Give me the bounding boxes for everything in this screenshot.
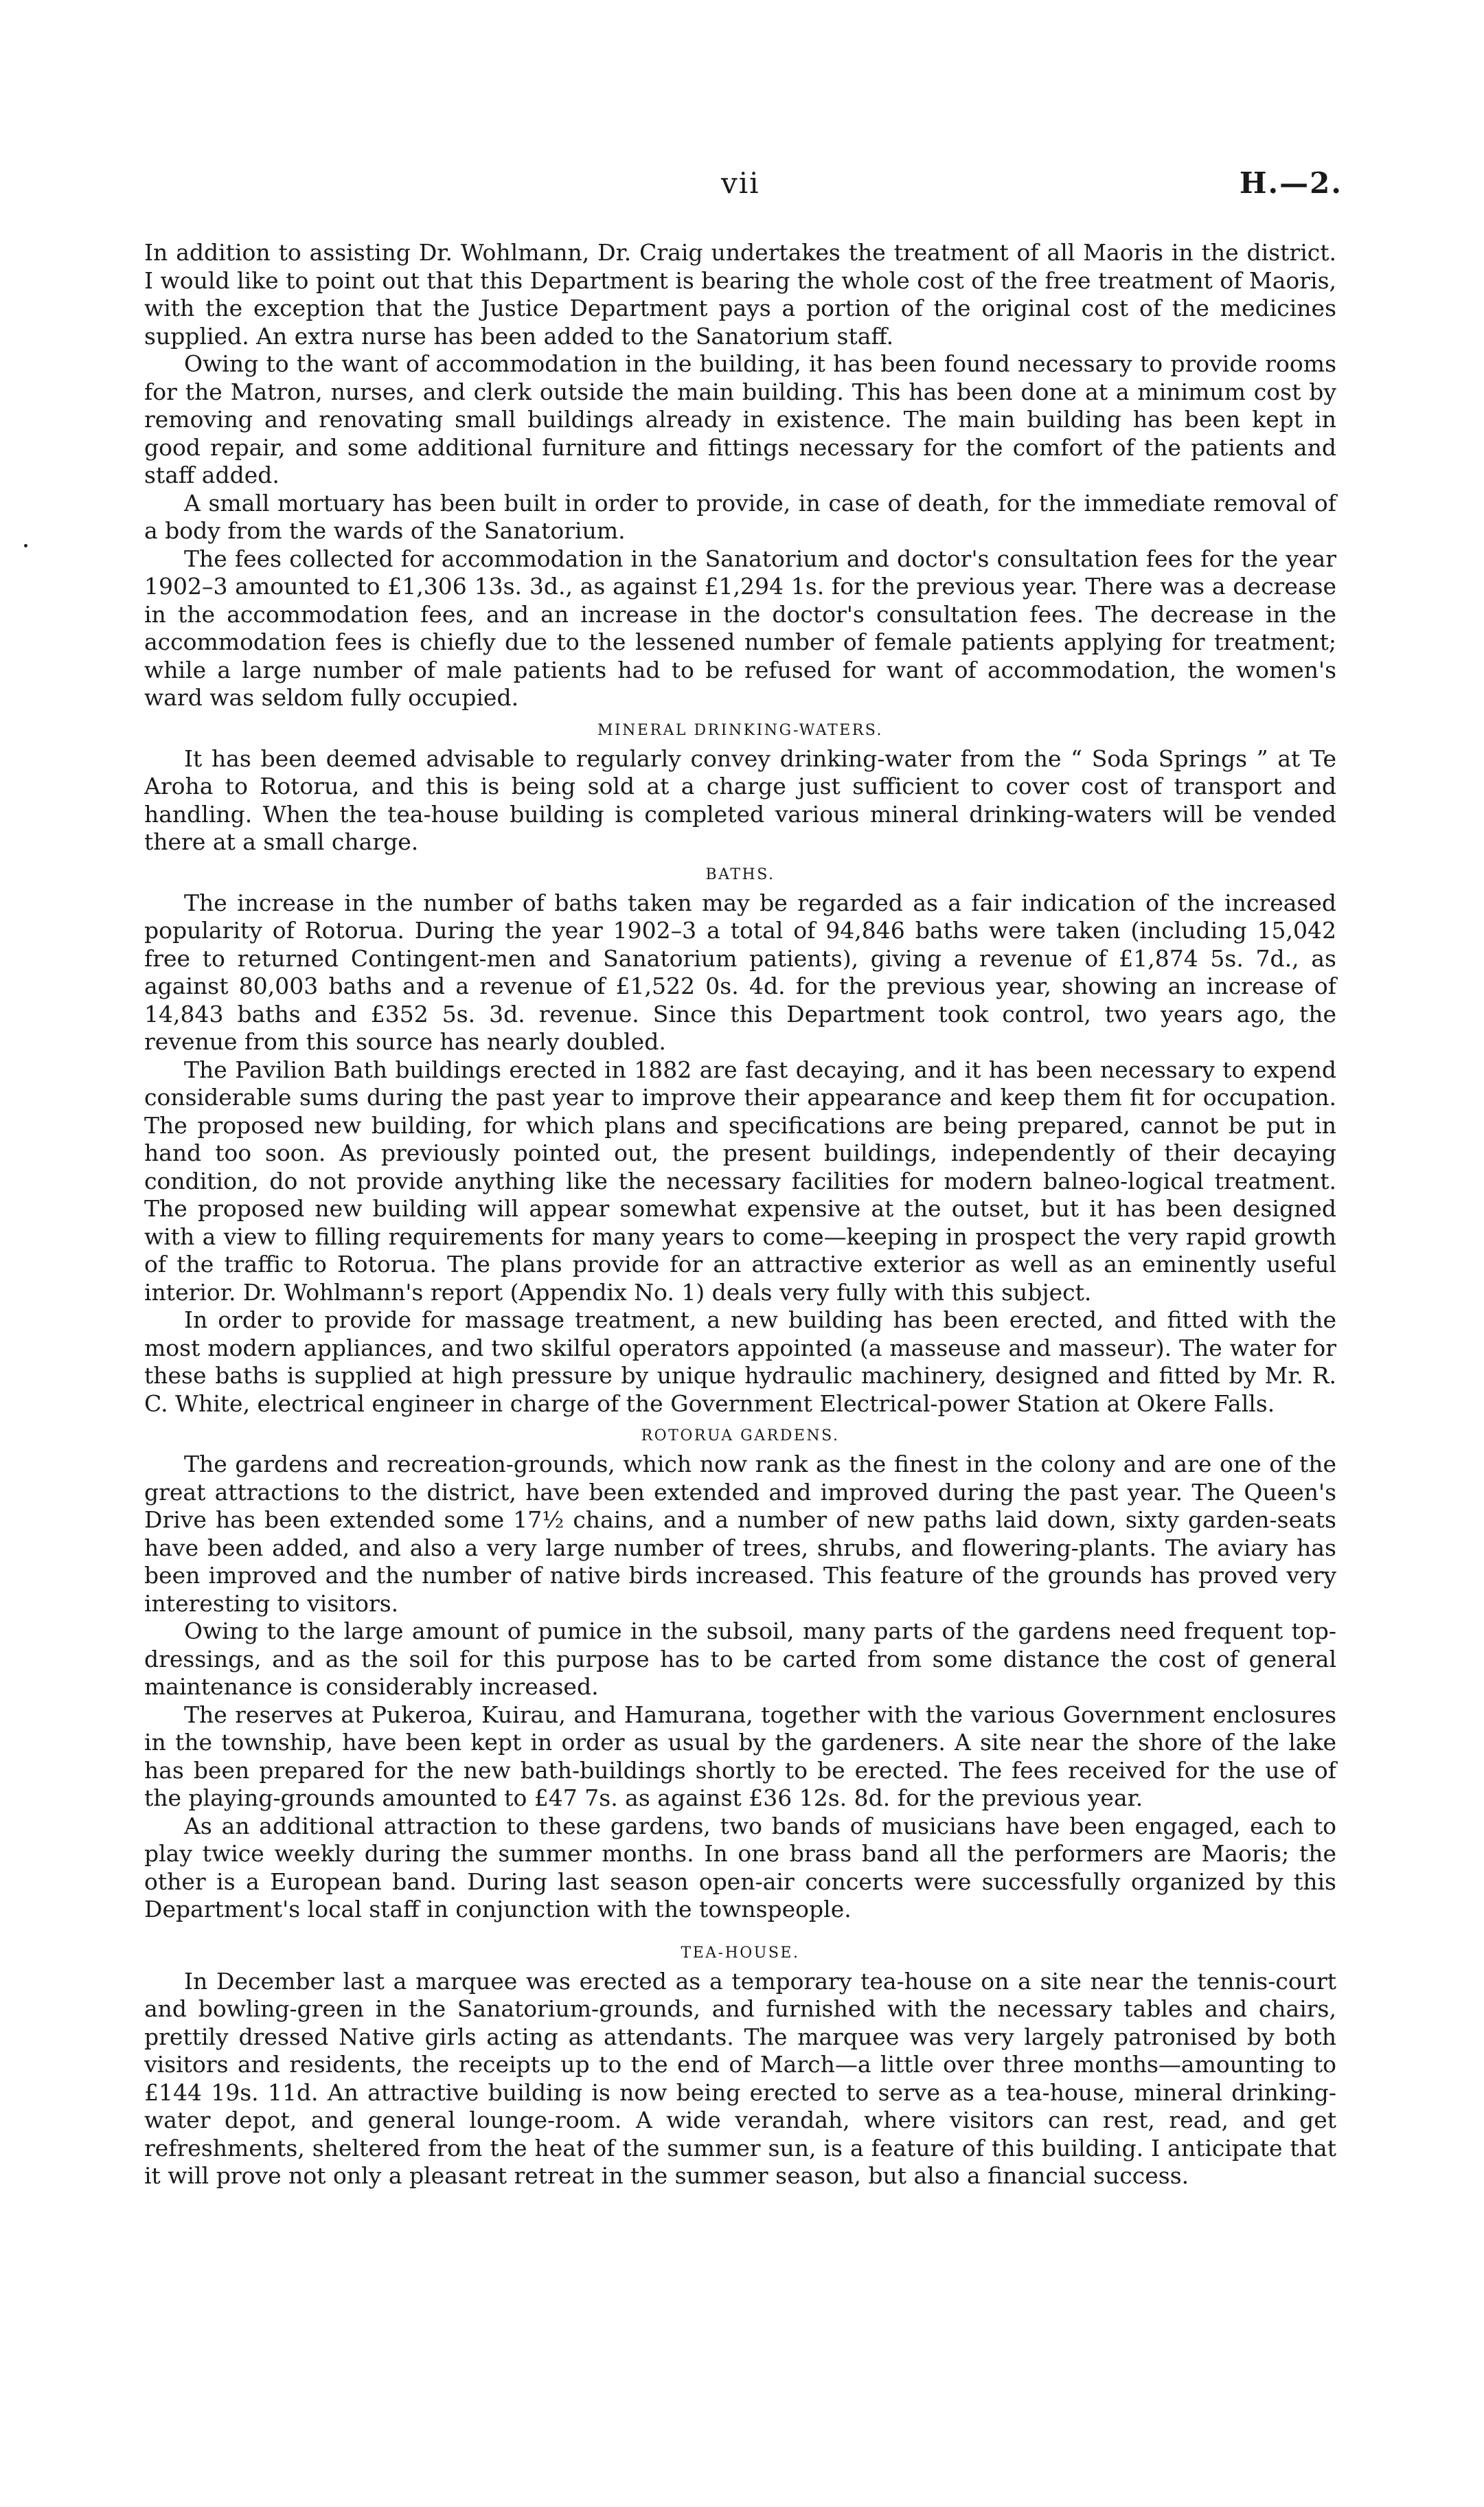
paragraph-gardens-2: Owing to the large amount of pumice in the subsoil, many parts of the gardens need frequent top-dressings, and as the soil for this purpose has to be carted from some distance the cost of general maintenance is considerably increased. (144, 1618, 1336, 1700)
paragraph-baths-1: The increase in the number of baths taken may be regarded as a fair indication of the increased popularity of Rotorua. During the year 1902–3 a total of 94,846 baths were taken (including 15,042 free to returned Contingent-men and Sanatorium patients), giving a revenue of £1,874 5s. 7d., as against 80,003 baths and a revenue of £1,522 0s. 4d. for the previous year, showing an increase of 14,843 baths and £352 5s. 3d. revenue. Since this Department took control, two years ago, the revenue from this source has nearly doubled. (144, 889, 1336, 1055)
print-speck (24, 544, 27, 547)
section-heading-teahouse: TEA-HOUSE. (681, 1944, 800, 1962)
paragraph-gardens-4: As an additional attraction to these gardens, two bands of musicians have been engaged, each to play twice weekly during the summer months. In one brass band all the performers are Maoris; the other is a European band. During last season open-air concerts were successfully organized by this Department's local staff in conjunction with the townspeople. (144, 1812, 1336, 1922)
paragraph-gardens-3: The reserves at Pukeroa, Kuirau, and Hamurana, together with the various Government enclosures in the township, have been kept in order as usual by the gardeners. A site near the shore of the lake has been prepared for the new bath-buildings shortly to be erected. The fees received for the use of the playing-grounds amounted to £47 7s. as against £36 12s. 8d. for the previous year. (144, 1701, 1336, 1811)
paragraph-mineral-1: It has been deemed advisable to regularly convey drinking-water from the “ Soda Springs ” at Te Aroha to Rotorua, and this is being sold at a charge just sufficient to cover cost of transport and handling. When the tea-house building is completed various mineral drinking-waters will be vended there at a small charge. (144, 745, 1336, 855)
paragraph-teahouse-1: In December last a marquee was erected as a temporary tea-house on a site near the tennis-court and bowling-green in the Sanatorium-grounds, and furnished with the necessary tables and chairs, prettily dressed Native girls acting as attendants. The marquee was very largely patronised by both visitors and residents, the receipts up to the end of March—a little over three months—amounting to £144 19s. 11d. An attractive building is now being erected to serve as a tea-house, mineral drinking-water depot, and general lounge-room. A wide verandah, where visitors can rest, read, and get refreshments, sheltered from the heat of the summer sun, is a feature of this building. I anticipate that it will prove not only a pleasant retreat in the summer season, but also a financial success. (144, 1967, 1336, 2189)
paragraph-intro-4: The fees collected for accommodation in the Sanatorium and doctor's consultation fees for the year 1902–3 amounted to £1,306 13s. 3d., as against £1,294 1s. for the previous year. There was a decrease in the accommodation fees, and an increase in the doctor's consultation fees. The decrease in the accommodation fees is chiefly due to the lessened number of female patients applying for treatment; while a large number of male patients had to be refused for want of accommodation, the women's ward was seldom fully occupied. (144, 545, 1336, 711)
paragraph-gardens-1: The gardens and recreation-grounds, which now rank as the finest in the colony and are one of the great attractions to the district, have been extended and improved during the past year. The Queen's Drive has been extended some 17½ chains, and a number of new paths laid down, sixty garden-seats have been added, and also a very large number of trees, shrubs, and flowering-plants. The aviary has been improved and the number of native birds increased. This feature of the grounds has proved very interesting to visitors. (144, 1451, 1336, 1617)
section-heading-baths: BATHS. (705, 865, 775, 883)
paragraph-intro-1: In addition to assisting Dr. Wohlmann, Dr. Craig undertakes the treatment of all Maoris in the district. I would like to point out that this Department is bearing the whole cost of the free treatment of Maoris, with the exception that the Justice Department pays a portion of the original cost of the medicines supplied. An extra nurse has been added to the Sanatorium staff. (144, 239, 1336, 350)
page-header (0, 166, 1484, 214)
document-body (144, 239, 1336, 2190)
page-number: vii (721, 166, 760, 200)
paragraph-baths-2: The Pavilion Bath buildings erected in 1882 are fast decaying, and it has been necessary to expend considerable sums during the past year to improve their appearance and keep them fit for occupation. The proposed new building, for which plans and specifications are being prepared, cannot be put in hand too soon. As previously pointed out, the present buildings, independently of their decaying condition, do not provide anything like the necessary facilities for modern balneo-logical treatment. The proposed new building will appear somewhat expensive at the outset, but it has been designed with a view to filling requirements for many years to come—keeping in prospect the very rapid growth of the traffic to Rotorua. The plans provide for an attractive exterior as well as an eminently useful interior. Dr. Wohlmann's report (Appendix No. 1) deals very fully with this subject. (144, 1056, 1336, 1306)
section-heading-gardens: ROTORUA GARDENS. (641, 1427, 840, 1444)
paragraph-intro-2: Owing to the want of accommodation in the building, it has been found necessary to provide rooms for the Matron, nurses, and clerk outside the main building. This has been done at a minimum cost by removing and renovating small buildings already in existence. The main building has been kept in good repair, and some additional furniture and fittings necessary for the comfort of the patients and staff added. (144, 350, 1336, 488)
paragraph-baths-3: In order to provide for massage treatment, a new building has been erected, and fitted with the most modern appliances, and two skilful operators appointed (a masseuse and masseur). The water for these baths is supplied at high pressure by unique hydraulic machinery, designed and fitted by Mr. R. C. White, electrical engineer in charge of the Government Electrical-power Station at Okere Falls. (144, 1306, 1336, 1417)
document-reference: H.—2. (1239, 166, 1343, 200)
section-heading-mineral: MINERAL DRINKING-WATERS. (597, 721, 884, 739)
paragraph-intro-3: A small mortuary has been built in order to provide, in case of death, for the immediate removal of a body from the wards of the Sanatorium. (144, 489, 1336, 544)
